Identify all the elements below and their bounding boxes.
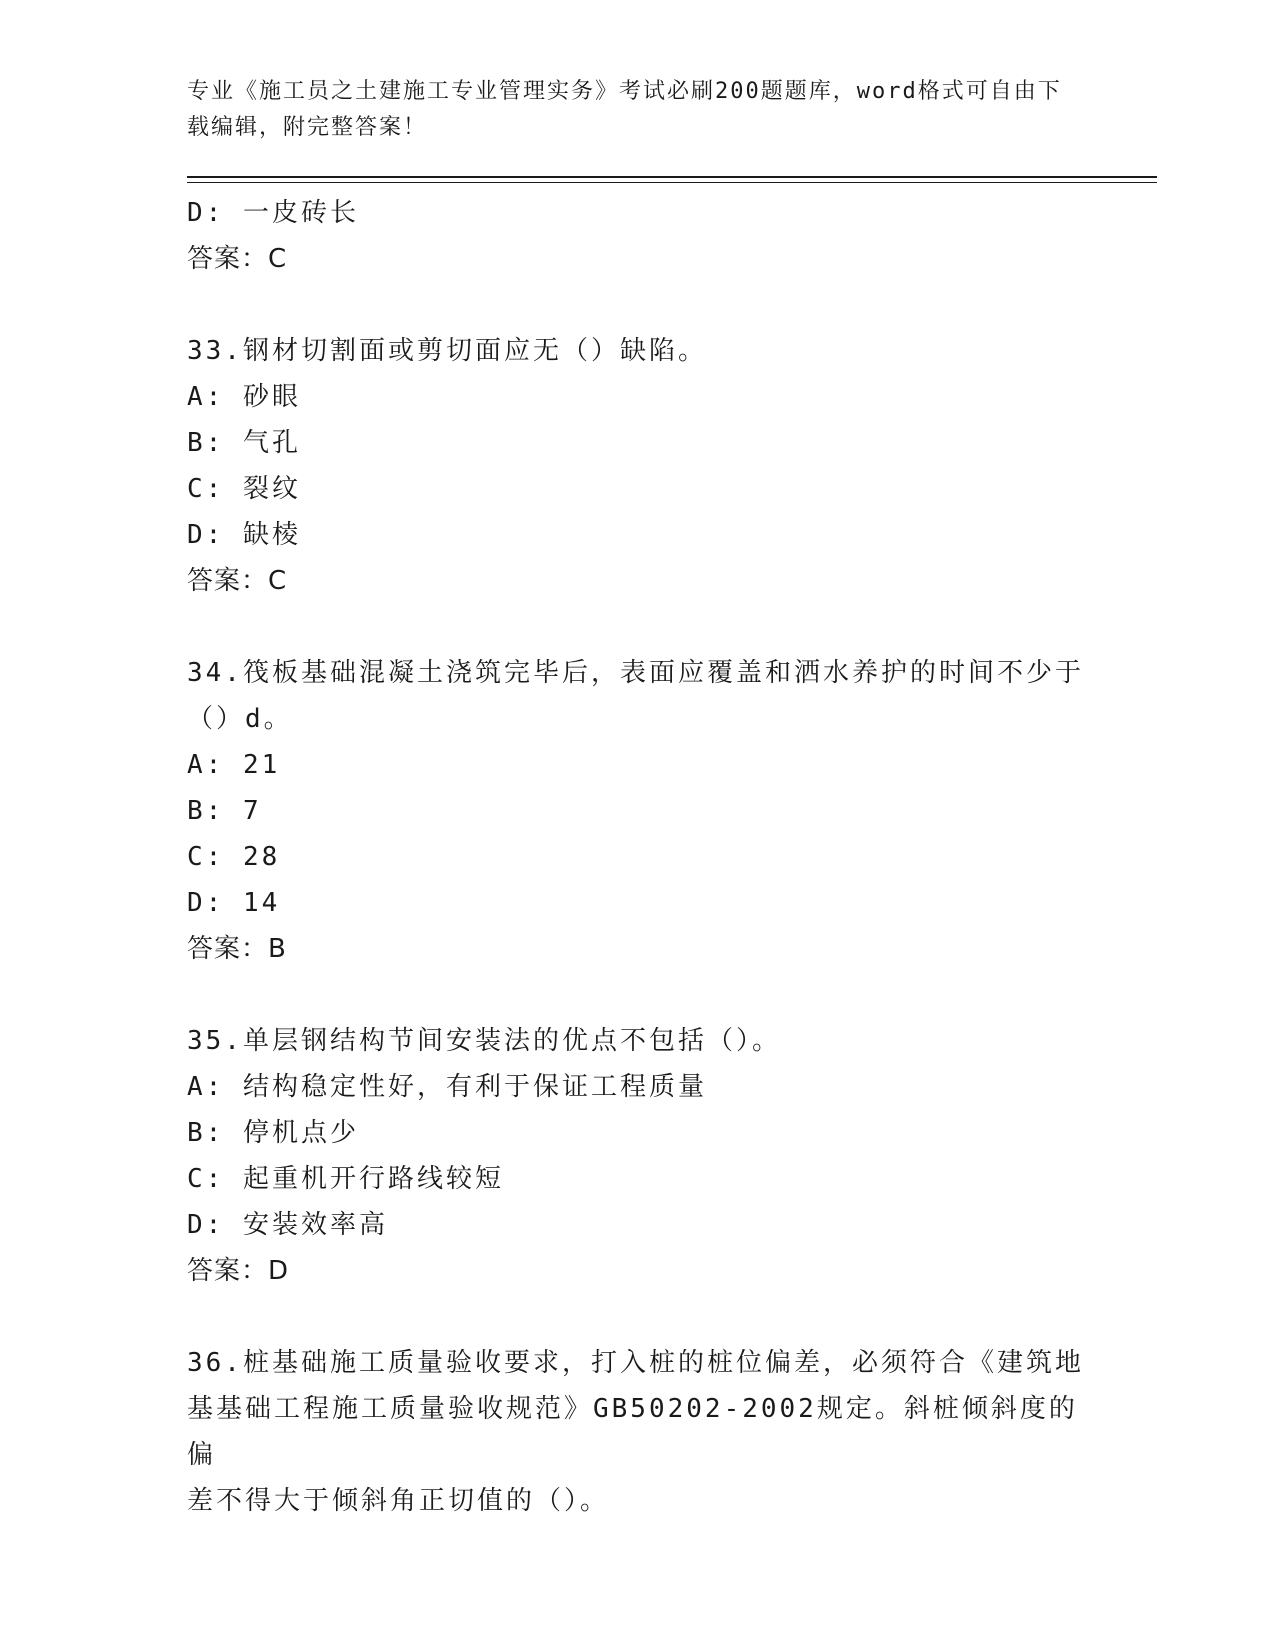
header-rule-thin [187, 182, 1157, 183]
spacer [187, 972, 1087, 1018]
option-d: D: 一皮砖长 [187, 198, 359, 228]
option-b: B: 气孔 [187, 428, 301, 458]
question-stem-continuation: （）d。 [187, 704, 293, 734]
spacer [187, 1294, 1087, 1340]
question-stem: 36.桩基础施工质量验收要求，打入桩的桩位偏差，必须符合《建筑地 [187, 1348, 1084, 1378]
question-stem-continuation: 差不得大于倾斜角正切值的（）。 [187, 1486, 610, 1516]
question-content [187, 190, 1087, 1524]
option-a: A: 结构稳定性好，有利于保证工程质量 [187, 1072, 707, 1102]
option-d: D: 14 [187, 888, 281, 918]
answer-line: 答案：C [187, 244, 288, 274]
option-d: D: 缺棱 [187, 520, 301, 550]
answer-line: 答案：D [187, 1256, 290, 1286]
question-stem: 33.钢材切割面或剪切面应无（）缺陷。 [187, 336, 707, 366]
question-stem: 35.单层钢结构节间安装法的优点不包括（）。 [187, 1026, 781, 1056]
answer-line: 答案：B [187, 934, 287, 964]
spacer [187, 282, 1087, 328]
option-c: C: 裂纹 [187, 474, 301, 504]
document-header: 专业《施工员之土建施工专业管理实务》考试必刷200题题库，word格式可自由下载编辑，附完整答案！ [187, 79, 1062, 140]
question-stem: 34.筏板基础混凝土浇筑完毕后，表面应覆盖和洒水养护的时间不少于 [187, 658, 1084, 688]
option-c: C: 28 [187, 842, 281, 872]
option-b: B: 7 [187, 796, 262, 826]
option-d: D: 安装效率高 [187, 1210, 388, 1240]
spacer [187, 604, 1087, 650]
answer-line: 答案：C [187, 566, 288, 596]
question-stem-continuation: 基基础工程施工质量验收规范》GB50202-2002规定。斜桩倾斜度的偏 [187, 1394, 1078, 1470]
option-b: B: 停机点少 [187, 1118, 359, 1148]
option-a: A: 砂眼 [187, 382, 301, 412]
option-a: A: 21 [187, 750, 281, 780]
header-rule-thick [187, 176, 1157, 178]
option-c: C: 起重机开行路线较短 [187, 1164, 504, 1194]
